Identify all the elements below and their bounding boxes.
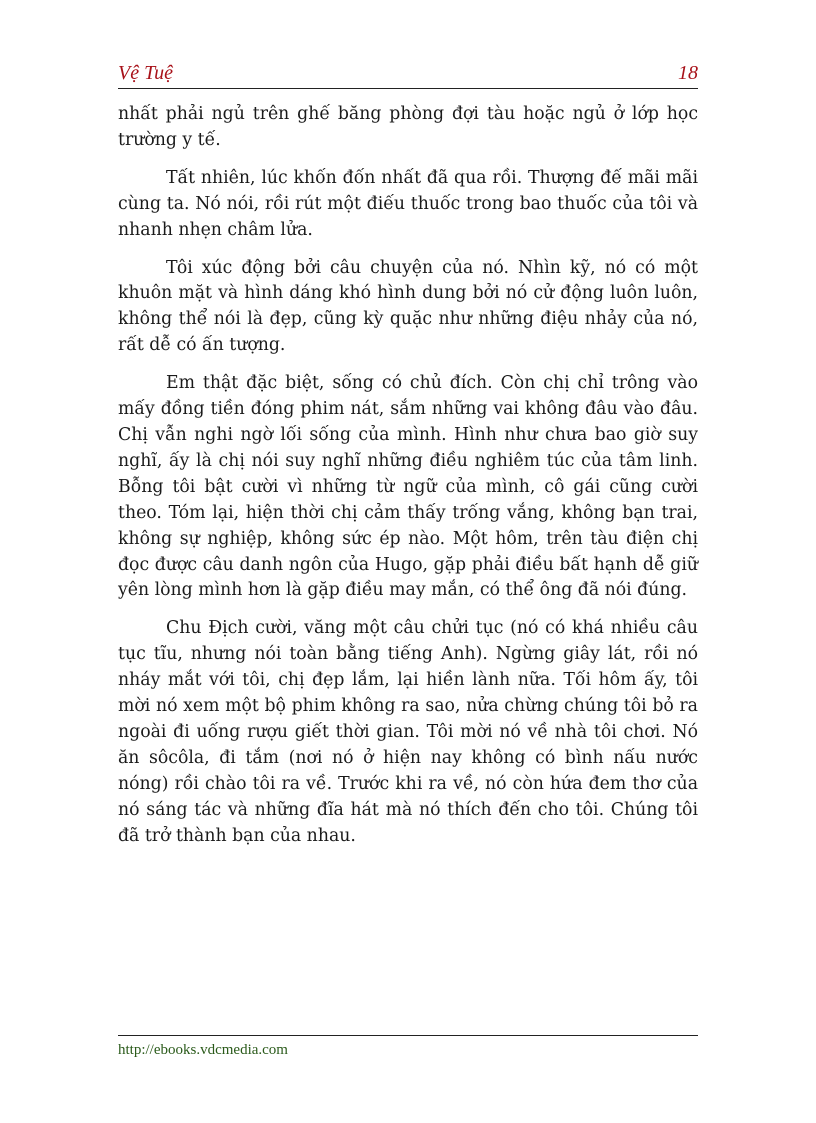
page-number: 18 [678, 62, 698, 84]
page-body [118, 102, 698, 861]
page-footer [118, 1035, 698, 1059]
paragraph: Chu Địch cười, văng một câu chửi tục (nó có khá nhiều câu tục tĩu, nhưng nói toàn bằng tiếng Anh). Ngừng giây lát, rồi nó nháy mắt với tôi, chị đẹp lắm, lại hiền lành nữa. Tối hôm ấy, tôi mời nó xem một bộ phim không ra sao, nửa chừng chúng tôi bỏ ra ngoài đi uống rượu giết thời gian. Tôi mời nó về nhà tôi chơi. Nó ăn sôcôla, đi tắm (nơi nó ở hiện nay không có bình nấu nước nóng) rồi chào tôi ra về. Trước khi ra về, nó còn hứa đem thơ của nó sáng tác và những đĩa hát mà nó thích đến cho tôi. Chúng tôi đã trở thành bạn của nhau. [118, 618, 698, 846]
page-header [118, 62, 698, 89]
paragraph: Tất nhiên, lúc khốn đốn nhất đã qua rồi. Thượng đế mãi mãi cùng ta. Nó nói, rồi rút một điếu thuốc trong bao thuốc của tôi và nhanh nhẹn châm lửa. [118, 167, 698, 240]
footer-url: http://ebooks.vdcmedia.com [118, 1042, 288, 1058]
paragraph: Em thật đặc biệt, sống có chủ đích. Còn chị chỉ trông vào mấy đồng tiền đóng phim nát, sắm những vai không đâu vào đâu. Chị vẫn nghi ngờ lối sống của mình. Hình như chưa bao giờ suy nghĩ, ấy là chị nói suy nghĩ những điều nghiêm túc của tâm linh. Bỗng tôi bật cười vì những từ ngữ của mình, cô gái cũng cười theo. Tóm lại, hiện thời chị cảm thấy trống vắng, không bạn trai, không sự nghiệp, không sức ép nào. Một hôm, trên tàu điện chị đọc được câu danh ngôn của Hugo, gặp phải điều bất hạnh dễ giữ yên lòng mình hơn là gặp điều may mắn, có thể ông đã nói đúng. [118, 373, 698, 601]
book-title: Vệ Tuệ [118, 62, 173, 84]
paragraph: Tôi xúc động bởi câu chuyện của nó. Nhìn kỹ, nó có một khuôn mặt và hình dáng khó hình dung bởi nó cử động luôn luôn, không thể nói là đẹp, cũng kỳ quặc như những điệu nhảy của nó, rất dễ có ấn tượng. [118, 257, 698, 356]
paragraph: nhất phải ngủ trên ghế băng phòng đợi tàu hoặc ngủ ở lớp học trường y tế. [118, 104, 698, 150]
